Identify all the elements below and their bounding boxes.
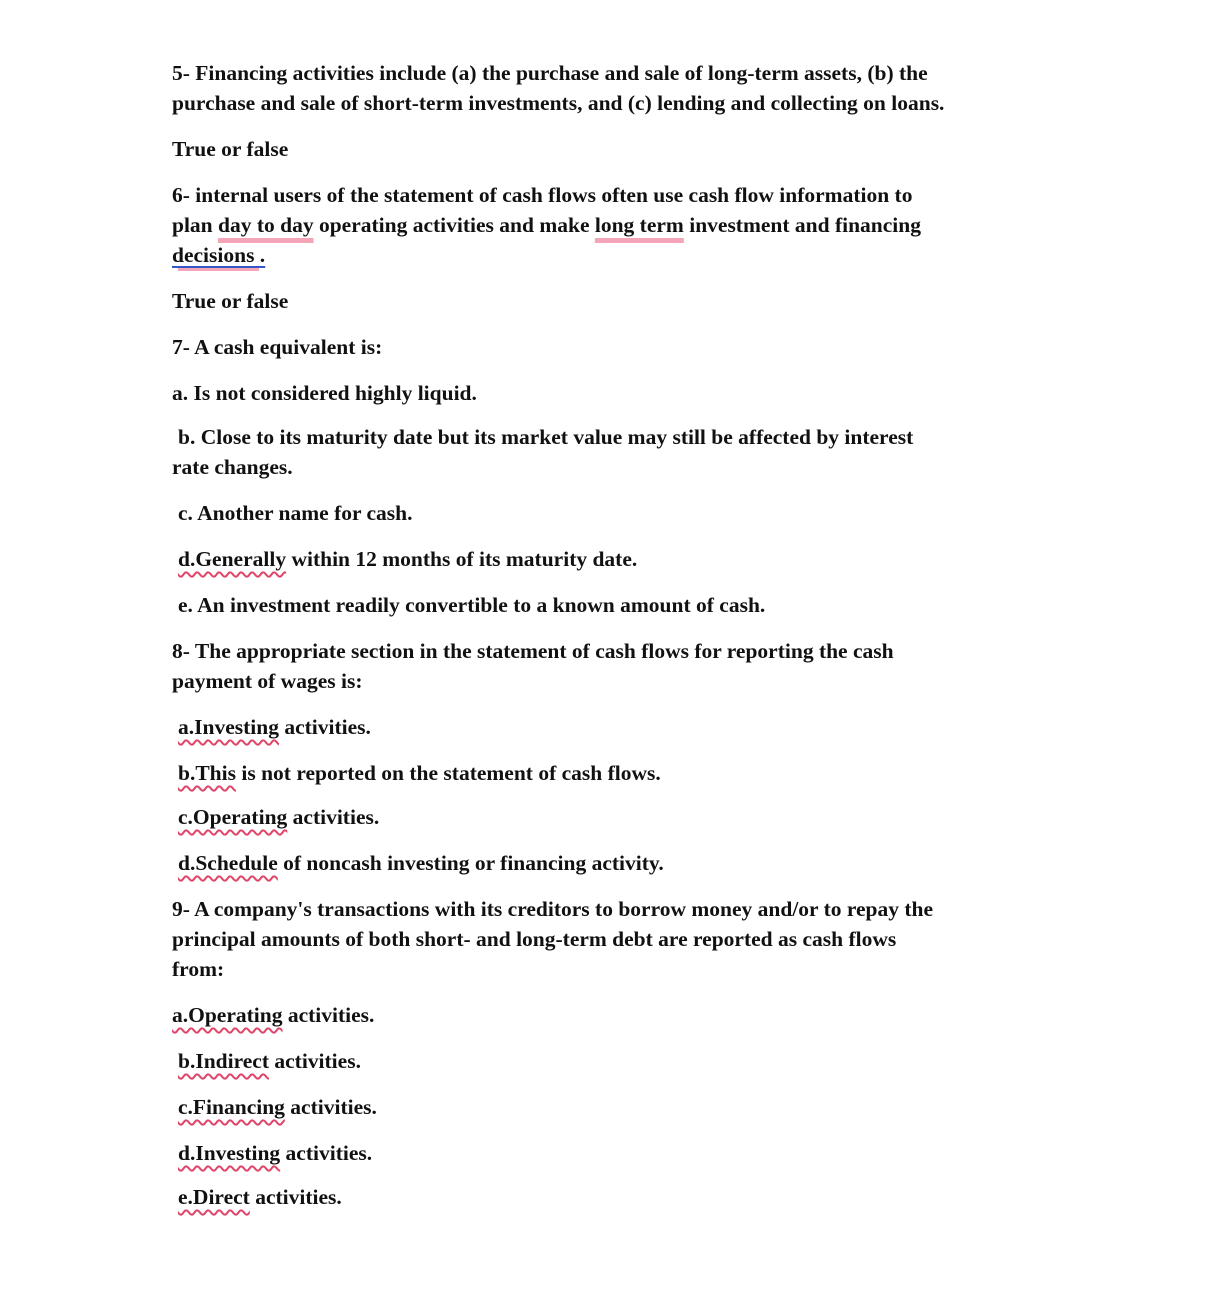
q5-text-line-2: purchase and sale of short-term investments, and (c) lending and collecting on loans. bbox=[172, 91, 945, 115]
q8-option-b bbox=[178, 758, 661, 788]
spell-mark-e-direct: e.Direct bbox=[178, 1185, 250, 1209]
q7-option-c: c. Another name for cash. bbox=[178, 501, 413, 525]
q6-text-line-2 bbox=[172, 210, 921, 240]
q5-text-line-1: 5- Financing activities include (a) the purchase and sale of long-term assets, (b) the bbox=[172, 61, 928, 85]
grammar-mark-decisions: decisions . bbox=[172, 243, 266, 267]
spell-mark-c-financing: c.Financing bbox=[178, 1095, 285, 1119]
q6-answer-prompt: True or false bbox=[172, 289, 289, 313]
q8-option-a bbox=[178, 712, 371, 742]
q6-line2-part-e: investment and financing bbox=[683, 213, 921, 237]
q9-stem-line-2: principal amounts of both short- and long-term debt are reported as cash flows bbox=[172, 927, 897, 951]
spell-mark-c-operating: c.Operating bbox=[178, 805, 288, 829]
q8-option-c-rest: activities. bbox=[287, 805, 380, 829]
q7-option-a: a. Is not considered highly liquid. bbox=[172, 381, 477, 405]
q7-stem: 7- A cash equivalent is: bbox=[172, 335, 383, 359]
grammar-mark-long-term: long term bbox=[594, 213, 684, 237]
q6-text-line-1: 6- internal users of the statement of cash flows often use cash flow information to bbox=[172, 183, 913, 207]
q9-stem-line-3: from: bbox=[172, 957, 225, 981]
spell-mark-a-investing: a.Investing bbox=[178, 715, 279, 739]
q9-option-b-rest: activities. bbox=[269, 1049, 361, 1073]
q6-text-line-3 bbox=[172, 240, 265, 270]
spell-mark-d-generally: d.Generally bbox=[178, 547, 287, 571]
q9-option-a bbox=[172, 1000, 374, 1030]
q9-option-c-rest: activities. bbox=[284, 1095, 377, 1119]
q6-line2-part-a: plan bbox=[172, 213, 219, 237]
q9-stem-line-1: 9- A company's transactions with its creditors to borrow money and/or to repay the bbox=[172, 897, 934, 921]
spell-mark-b-indirect: b.Indirect bbox=[178, 1049, 269, 1073]
q6-line2-part-c: operating activities and make bbox=[313, 213, 595, 237]
grammar-mark-day-to-day: day to day bbox=[218, 213, 314, 237]
q8-option-d-rest: of noncash investing or financing activity. bbox=[277, 851, 664, 875]
spell-mark-b-this: b.This bbox=[178, 761, 236, 785]
q9-option-d bbox=[178, 1138, 372, 1168]
q8-stem-line-1: 8- The appropriate section in the statement of cash flows for reporting the cash bbox=[172, 639, 894, 663]
q5-answer-prompt: True or false bbox=[172, 137, 289, 161]
q9-option-a-rest: activities. bbox=[282, 1003, 375, 1027]
q9-option-e-rest: activities. bbox=[249, 1185, 342, 1209]
q7-option-d bbox=[178, 544, 637, 574]
q7-option-b-line-1: b. Close to its maturity date but its market value may still be affected by interest bbox=[178, 425, 914, 449]
q7-option-d-rest: within 12 months of its maturity date. bbox=[286, 547, 638, 571]
q7-option-b-line-2: rate changes. bbox=[172, 455, 293, 479]
q8-option-c bbox=[178, 802, 379, 832]
spell-mark-a-operating: a.Operating bbox=[172, 1003, 283, 1027]
q8-option-d bbox=[178, 848, 664, 878]
q9-option-e bbox=[178, 1182, 342, 1212]
spell-mark-d-investing: d.Investing bbox=[178, 1141, 281, 1165]
q9-option-b bbox=[178, 1046, 361, 1076]
q8-option-a-rest: activities. bbox=[278, 715, 371, 739]
spell-mark-d-schedule: d.Schedule bbox=[178, 851, 278, 875]
q8-stem-line-2: payment of wages is: bbox=[172, 669, 363, 693]
q9-option-c bbox=[178, 1092, 377, 1122]
q9-option-d-rest: activities. bbox=[280, 1141, 373, 1165]
q7-option-e: e. An investment readily convertible to a known amount of cash. bbox=[178, 593, 766, 617]
q8-option-b-rest: is not reported on the statement of cash flows. bbox=[235, 761, 661, 785]
